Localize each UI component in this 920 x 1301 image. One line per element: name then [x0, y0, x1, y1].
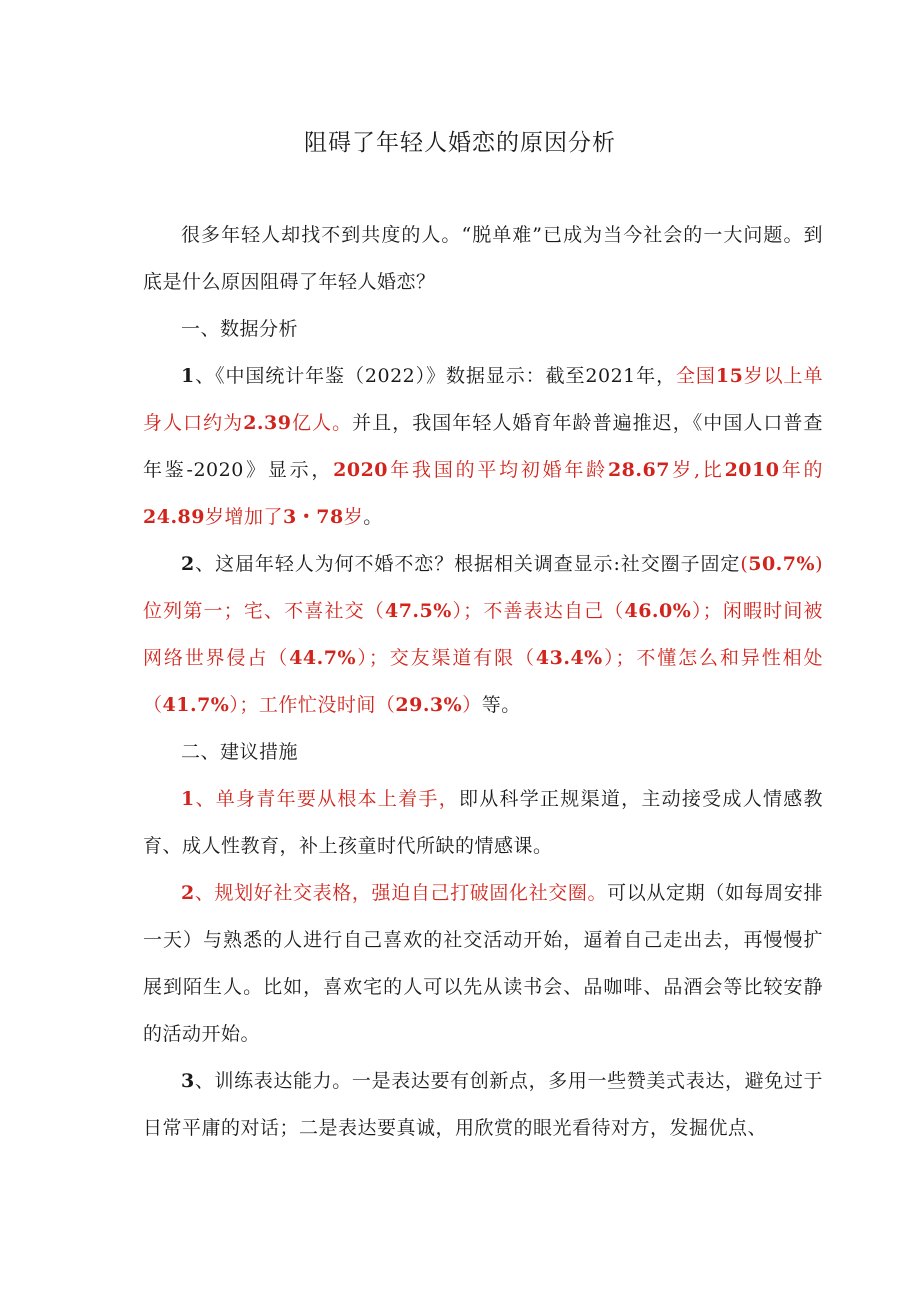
section-2-heading: 二、建议措施: [181, 741, 299, 763]
highlight: 2020年我国的平均初婚年龄28.67岁,比2010年的24.89岁增加了3・78岁: [143, 459, 823, 528]
highlight: 全国15岁以上单身人口约为2.39亿人。: [143, 365, 823, 434]
highlight: 1、单身青年要从根本上着手，: [181, 788, 459, 810]
highlight: 2、规划好社交表格，强迫自己打破固化社交圈。: [181, 882, 608, 904]
section-2-item-2: 2、规划好社交表格，强迫自己打破固化社交圈。可以从定期（如每周安排一天）与熟悉的人进行自己喜欢的社交活动开始，逼着自己走出去，再慢慢扩展到陌生人。比如，喜欢宅的人可以先从读书会、品咖啡、品酒会等比较安静的活动开始。: [143, 882, 823, 1045]
intro-text: 很多年轻人却找不到共度的人。“脱单难”已成为当今社会的一大问题。到底是什么原因阻碍了年轻人婚恋？: [143, 224, 823, 293]
section-1-item-1: 1、《中国统计年鉴（2022）》数据显示：截至2021年，全国15岁以上单身人口约为2.39亿人。并且，我国年轻人婚育年龄普遍推迟，《中国人口普查年鉴-2020》显示，2020年我国的平均初婚年龄28.67岁,比2010年的24.89岁增加了3・78岁。: [143, 365, 823, 528]
intro-paragraph: [143, 212, 823, 306]
document-body: [143, 212, 823, 1152]
document-title: 阻碍了年轻人婚恋的原因分析: [304, 130, 616, 156]
section-2-item-3: 3、训练表达能力。一是表达要有创新点，多用一些赞美式表达，避免过于日常平庸的对话；二是表达要真诚，用欣赏的眼光看待对方，发掘优点、: [143, 1070, 823, 1139]
section-1-item-2: 2、这届年轻人为何不婚不恋？根据相关调查显示:社交圈子固定(50.7%)位列第一；宅、不喜社交（47.5%）；不善表达自己（46.0%）；闲暇时间被网络世界侵占（44.7%）；交友渠道有限（43.4%）；不懂怎么和异性相处（41.7%）；工作忙没时间（29.3%）等。: [143, 553, 823, 716]
section-1-heading: 一、数据分析: [181, 318, 299, 340]
section-2-item-1: 1、单身青年要从根本上着手，即从科学正规渠道，主动接受成人情感教育、成人性教育，补上孩童时代所缺的情感课。: [143, 788, 823, 857]
highlight: (50.7%)位列第一；宅、不喜社交（47.5%）；不善表达自己（46.0%）；闲暇时间被网络世界侵占（44.7%）；交友渠道有限（43.4%）；不懂怎么和异性相处（41.7%）；工作忙没时间（29.3%）: [143, 553, 823, 716]
